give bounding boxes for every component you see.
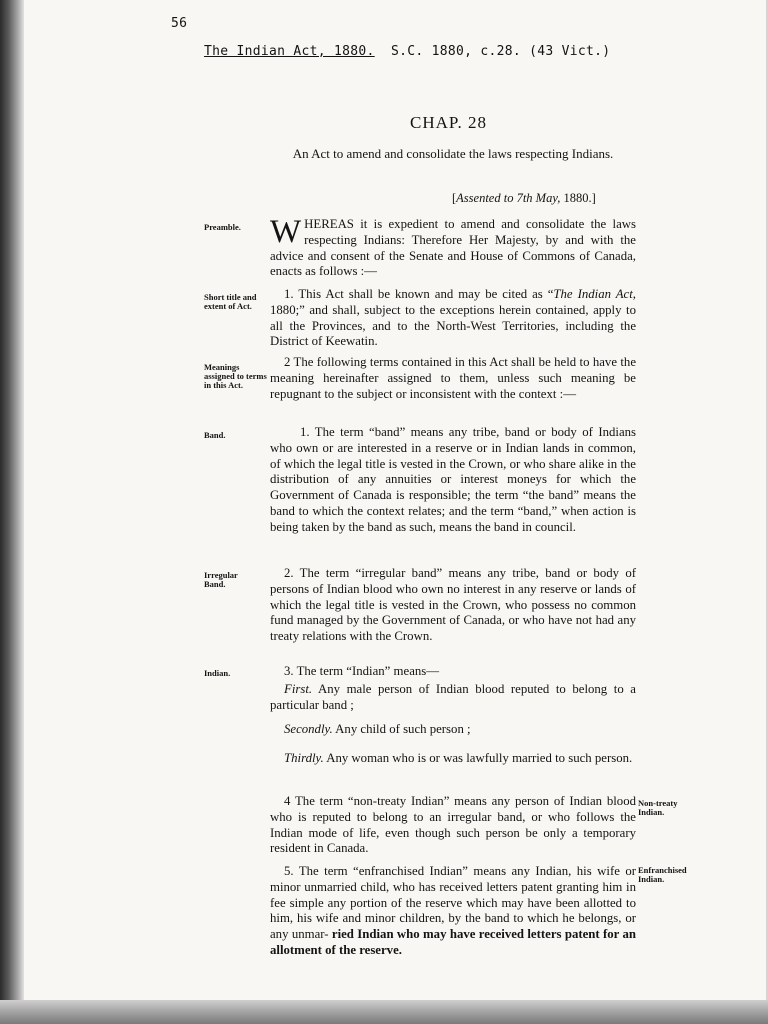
third-text: Any woman who is or was lawfully married to such person. [323, 751, 633, 765]
second-label: Secondly. [284, 722, 333, 736]
enfranchised-text: 5. The term “enfranchised Indian” means any Indian, his wife or minor unmarried child, who has received letters patent granting him in fee simple any portion of the reserve which may have been allotted to him, his wife and minor children, by the band to which he belongs, or any unmar- [270, 864, 636, 942]
section-1-lead: 1. This Act shall be known and may be cited as “ [284, 287, 554, 301]
assent-line [452, 191, 596, 206]
margin-note-non-treaty: Non-treaty Indian. [638, 798, 678, 817]
third-label: Thirdly. [284, 751, 324, 765]
assent-year: 1880.] [563, 191, 596, 205]
enfranchised-bold-text: ried Indian who may have received letters patent for an allotment of the reserve. [270, 927, 636, 957]
section-1-act-name: The Indian Act, [553, 287, 636, 301]
indian-third-clause [270, 751, 636, 767]
preamble-text: HEREAS it is expedient to amend and consolidate the laws respecting Indians: Therefore Her Majesty, by and with the advice and consent of the Senate and House of Commons of Canada, enacts as follows :— [270, 217, 636, 279]
band-paragraph: 1. The term “band” means any tribe, band or body of Indians who own or are interested in a reserve or in Indian lands in common, of which the legal title is vested in the Crown, or who share alike in the distribution of any annuities or interest moneys for which the Government of Canada is responsible; the term “the band” means the band to which the context relates; and the term “band,” when action is being taken by the band as such, means the band in council. [270, 425, 636, 534]
margin-note-short-title: Short title and extent of Act. [204, 292, 257, 311]
page-bottom-edge [0, 1000, 768, 1024]
indian-first-clause [270, 682, 636, 714]
first-label: First. [284, 682, 313, 696]
margin-note-indian: Indian. [204, 668, 231, 678]
margin-note-preamble: Preamble. [204, 222, 241, 232]
section-1-paragraph [270, 287, 636, 350]
second-text: Any child of such person ; [332, 722, 471, 736]
running-head-citation: S.C. 1880, c.28. (43 Vict.) [390, 44, 611, 59]
section-2-paragraph: 2 The following terms contained in this Act shall be held to have the meaning hereinafter assigned to them, unless such meaning be repugnant to the subject or inconsistent with the context :— [270, 355, 636, 401]
margin-note-irregular-band: Irregular Band. [204, 570, 238, 589]
margin-note-band: Band. [204, 430, 226, 440]
margin-note-enfranchised: Enfranchised Indian. [638, 865, 687, 884]
indian-heading: 3. The term “Indian” means— [284, 664, 440, 678]
assent-open-bracket: [ [452, 191, 457, 205]
act-title: An Act to amend and consolidate the laws respecting Indians. [292, 146, 614, 161]
non-treaty-paragraph: 4 The term “non-treaty Indian” means any person of Indian blood who is reputed to belong to an irregular band, or who follows the Indian mode of life, even though such person be only a temporary resident in Canada. [270, 794, 636, 856]
margin-note-meanings: Meanings assigned to terms in this Act. [204, 362, 267, 390]
irregular-band-paragraph: 2. The term “irregular band” means any tribe, band or body of persons of Indian blood who own no interest in any reserve or lands of which the legal title is vested in the Crown, who possess no common fund managed by the Government of Canada, or who have not had any treaty relations with the Crown. [270, 566, 636, 644]
page-number: 56 [171, 16, 188, 31]
running-head [204, 44, 610, 59]
section-1-text: 1880;” and shall, subject to the exceptions herein contained, apply to all the Provinces, and to the North-West Territories, including the District of Keewatin. [270, 302, 636, 349]
first-text: Any male person of Indian blood reputed to belong to a particular band ; [270, 682, 636, 712]
assent-label: Assented to 7th May, [456, 191, 561, 205]
running-head-title: The Indian Act, 1880. [204, 44, 375, 59]
preamble-dropcap: W [270, 214, 302, 250]
preamble-paragraph [270, 214, 636, 280]
indian-second-clause [270, 722, 636, 738]
chapter-heading: CHAP. 28 [410, 113, 487, 132]
page-gutter-shadow [0, 0, 24, 1024]
enfranchised-paragraph [270, 864, 636, 959]
